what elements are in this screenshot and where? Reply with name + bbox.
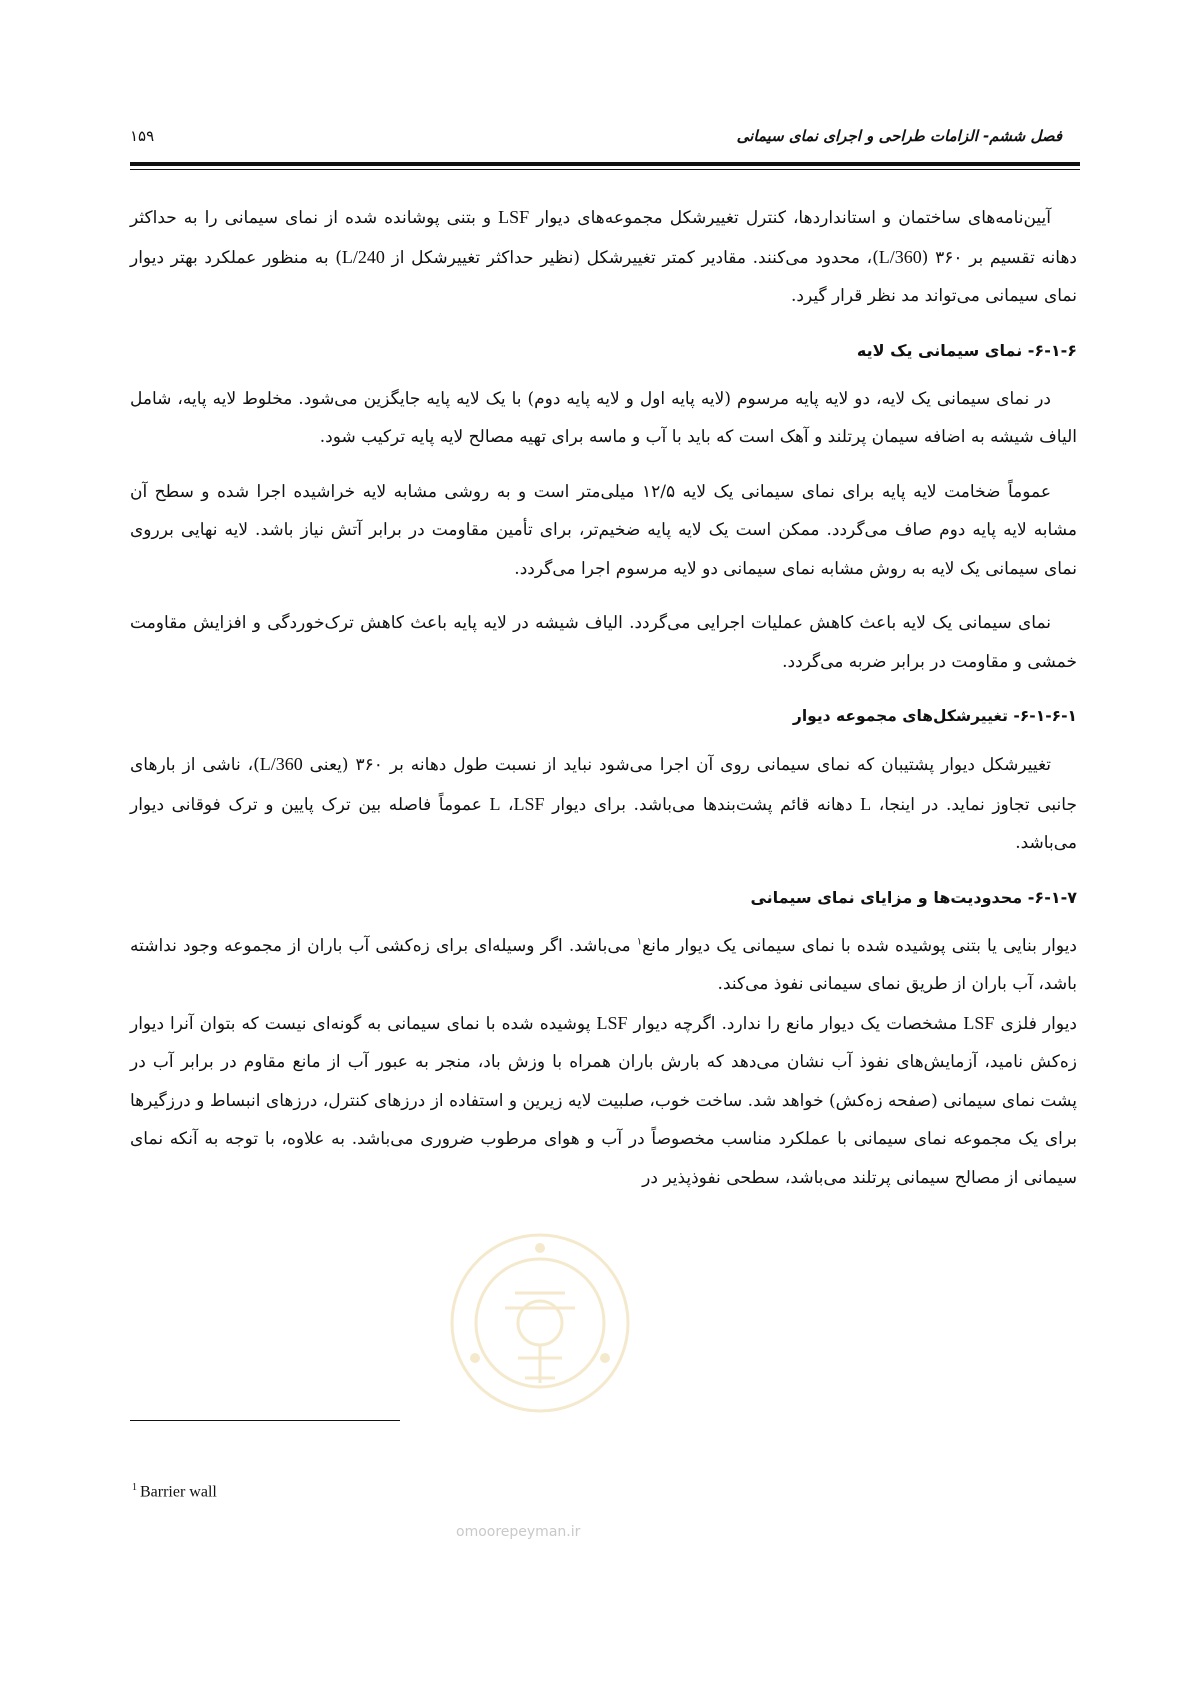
header-rule-thin — [130, 169, 1080, 170]
page-body — [130, 198, 1077, 1197]
page-number: ۱۵۹ — [130, 127, 155, 145]
page-header — [130, 124, 1062, 148]
footnote-reference: ۱ — [636, 935, 643, 947]
footnote-separator — [130, 1420, 400, 1421]
footnote — [132, 1482, 217, 1501]
chapter-title: فصل ششم- الزامات طراحی و اجرای نمای سیمانی — [736, 127, 1062, 145]
section-heading-wall-deflection: ۶-۱-۶-۱- تغییرشکل‌های مجموعه دیوار — [792, 707, 1077, 725]
header-rule-thick — [130, 162, 1080, 166]
watermark-logo-icon — [445, 1228, 635, 1418]
section-heading-limitations: ۶-۱-۷- محدودیت‌ها و مزایای نمای سیمانی — [750, 887, 1077, 907]
paragraph-one-coat-thickness: عموماً ضخامت لایه پایه برای نمای سیمانی یک لایه ۱۲/۵ میلی‌متر است و به روشی مشابه لایه خراشیده اجرا شده و سطح آن مشابه لایه پایه دوم صاف می‌گردد. ممکن است یک لایه پایه ضخیم‌تر، برای تأمین مقاومت در برابر آتش نیاز باشد. لایه نهایی برروی نمای سیمانی یک لایه به روش مشابه نمای سیمانی دو لایه مرسوم اجرا می‌گردد. — [130, 481, 1077, 579]
watermark-url: omoorepeyman.ir — [456, 1524, 581, 1540]
paragraph-one-coat-benefits: نمای سیمانی یک لایه باعث کاهش عملیات اجرایی می‌گردد. الیاف شیشه در لایه پایه باعث کاهش ترک‌خوردگی و افزایش مقاومت خمشی و مقاومت در برابر ضربه می‌گردد. — [130, 613, 1077, 672]
section-heading-one-coat: ۶-۱-۶- نمای سیمانی یک لایه — [856, 340, 1077, 360]
footnote-marker: 1 — [132, 1482, 137, 1493]
paragraph-barrier-wall: دیوار بنایی یا بتنی پوشیده شده با نمای سیمانی یک دیوار مانع$^۱$ می‌باشد. اگر وسیله‌ای برای زه‌کشی آب باران از مجموعه وجود نداشته باشد، آب باران از طریق نمای سیمانی نفوذ می‌کند. — [130, 935, 1077, 994]
paragraph-one-coat-intro: در نمای سیمانی یک لایه، دو لایه پایه مرسوم (لایه پایه اول و لایه پایه دوم) با یک لایه پایه جایگزین می‌شود. مخلوط لایه پایه، شامل الیاف شیشه به اضافه سیمان پرتلند و آهک است که باید با آب و ماسه برای تهیه مصالح لایه پایه ترکیب شود. — [130, 388, 1077, 447]
paragraph-wall-deflection: تغییرشکل دیوار پشتیبان که نمای سیمانی روی آن اجرا می‌شود نباید از نسبت طول دهانه بر ۳۶۰ (یعنی L/360)، ناشی از بارهای جانبی تجاوز نماید. در اینجا، L دهانه قائم پشت‌بندها می‌باشد. برای دیوار LSF، L عموماً فاصله بین ترک پایین و ترک فوقانی دیوار می‌باشد. — [130, 754, 1077, 853]
footnote-text: Barrier wall — [140, 1483, 217, 1501]
paragraph-deflection-codes: آیین‌نامه‌های ساختمان و استانداردها، کنترل تغییرشکل مجموعه‌های دیوار LSF و بتنی پوشانده شده از نمای سیمانی را به حداکثر دهانه تقسیم بر ۳۶۰ (L/360)، محدود می‌کنند. مقادیر کمتر تغییرشکل (نظیر حداکثر تغییرشکل از L/240) به منظور عملکرد بهتر دیوار نمای سیمانی می‌تواند مد نظر قرار گیرد. — [130, 207, 1077, 306]
paragraph-lsf-drainage: دیوار فلزی LSF مشخصات یک دیوار مانع را ندارد. اگرچه دیوار LSF پوشیده شده با نمای سیمانی به گونه‌ای نیست که بتوان آنرا دیوار زه‌کش نامید، آزمایش‌های نفوذ آب نشان می‌دهد که بارش باران همراه با وزش باد، منجر به عبور آب از مانع مقاوم در برابر آب در پشت نمای سیمانی (صفحه زه‌کش) خواهد شد. ساخت خوب، صلبیت لایه زیرین و استفاده از درزهای کنترل، درزهای انبساط و درزگیرها برای یک مجموعه نمای سیمانی با عملکرد مناسب مخصوصاً در آب و هوای مرطوب ضروری می‌باشد. به علاوه، با توجه به آنکه نمای سیمانی از مصالح سیمانی پرتلند می‌باشد، سطحی نفوذپذیر در — [130, 1012, 1077, 1188]
